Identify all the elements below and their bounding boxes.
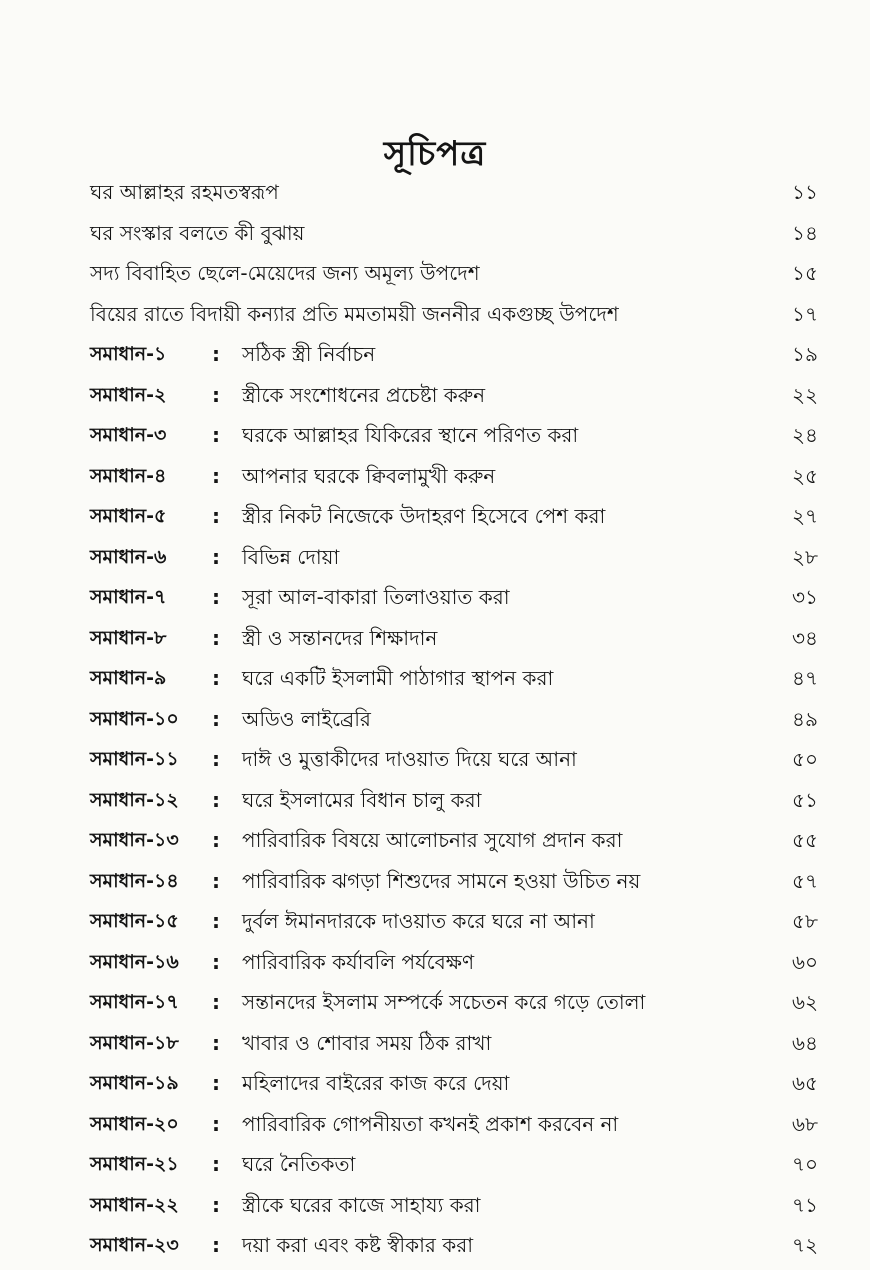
page-number: ৬৮ (792, 1111, 818, 1136)
solution-topic: খাবার ও শোবার সময় ঠিক রাখা (242, 1030, 492, 1055)
page-number: ১১ (792, 180, 818, 204)
solution-label: সমাধান-১৪ (90, 869, 179, 892)
solution-entry (90, 618, 830, 659)
solution-entry-list (90, 334, 830, 1266)
separator-colon: : (212, 423, 220, 447)
solution-label: সমাধান-১৩ (90, 829, 179, 851)
page-number: ৩১ (792, 585, 818, 609)
separator-colon: : (212, 868, 220, 893)
toc-entry (90, 294, 830, 335)
page-number: ৭১ (792, 1192, 818, 1217)
solution-topic: স্ত্রীর নিকট নিজেকে উদাহরণ হিসেবে পেশ করা (242, 504, 606, 528)
solution-entry (90, 456, 830, 497)
page-number: ২২ (791, 382, 818, 407)
separator-colon: : (212, 909, 220, 933)
solution-label: সমাধান-১৭ (90, 991, 179, 1013)
solution-topic: পারিবারিক কর্যাবলি পর্যবেক্ষণ (242, 949, 475, 974)
solution-label: সমাধান-৪ (90, 464, 167, 487)
solution-label: সমাধান-১০ (90, 707, 179, 730)
separator-colon: : (212, 1111, 220, 1136)
separator-colon: : (212, 747, 220, 771)
intro-entry-list (90, 172, 830, 334)
page-number: ৫৫ (792, 828, 818, 852)
solution-entry (90, 334, 830, 375)
solution-entry (90, 982, 830, 1023)
solution-label: সমাধান-১৮ (90, 1031, 179, 1054)
solution-topic: পারিবারিক গোপনীয়তা কখনই প্রকাশ করবেন না (242, 1111, 619, 1136)
solution-entry (90, 861, 830, 902)
solution-label: সমাধান-৬ (90, 545, 167, 568)
solution-entry (90, 1185, 830, 1226)
solution-entry (90, 375, 830, 416)
solution-topic: স্ত্রীকে ঘরের কাজে সাহায্য করা (242, 1192, 481, 1217)
solution-label: সমাধান-১৯ (90, 1072, 179, 1094)
solution-entry (90, 699, 830, 740)
solution-label: সমাধান-১৬ (90, 950, 179, 973)
solution-topic: অডিও লাইব্রেরি (242, 706, 371, 731)
solution-label: সমাধান-৭ (90, 586, 167, 608)
solution-topic: ঘরকে আল্লাহর যিকিরের স্থানে পরিণত করা (242, 423, 579, 447)
separator-colon: : (212, 585, 220, 609)
solution-label: সমাধান-১ (90, 343, 167, 365)
solution-label: সমাধান-২ (90, 383, 167, 406)
solution-label: সমাধান-২১ (90, 1153, 179, 1175)
solution-topic: স্ত্রীকে সংশোধনের প্রচেষ্টা করুন (242, 382, 486, 407)
solution-entry (90, 1023, 830, 1064)
solution-topic: মহিলাদের বাইরের কাজ করে দেয়া (242, 1071, 510, 1095)
solution-entry (90, 739, 830, 780)
page-title: সূচিপত্র (383, 134, 487, 174)
solution-entry (90, 1063, 830, 1104)
solution-topic: ঘরে একটি ইসলামী পাঠাগার স্থাপন করা (242, 666, 554, 690)
separator-colon: : (212, 787, 220, 812)
separator-colon: : (212, 382, 220, 407)
solution-topic: স্ত্রী ও সন্তানদের শিক্ষাদান (242, 625, 438, 650)
solution-label: সমাধান-১২ (90, 788, 179, 811)
separator-colon: : (212, 463, 220, 488)
page-number: ২৭ (791, 504, 818, 528)
page-number: ৫০ (792, 747, 818, 771)
page-number: ৬২ (791, 990, 818, 1014)
solution-entry (90, 820, 830, 861)
solution-label: সমাধান-২৩ (90, 1234, 179, 1256)
separator-colon: : (212, 990, 220, 1014)
entry-title: বিয়ের রাতে বিদায়ী কন্যার প্রতি মমতাময়ী জননীর একগুচ্ছ উপদেশ (90, 301, 619, 326)
separator-colon: : (212, 544, 220, 569)
solution-topic: পারিবারিক ঝগড়া শিশুদের সামনে হওয়া উচিত নয় (242, 868, 641, 893)
toc-entry (90, 172, 830, 213)
solution-entry (90, 537, 830, 578)
solution-topic: সঠিক স্ত্রী নির্বাচন (242, 342, 376, 366)
separator-colon: : (212, 666, 220, 690)
solution-entry (90, 1104, 830, 1145)
solution-label: সমাধান-১১ (90, 748, 179, 770)
solution-label: সমাধান-৯ (90, 667, 167, 689)
page-number: ২৮ (792, 544, 818, 569)
entry-title: ঘর আল্লাহর রহমতস্বরূপ (90, 180, 279, 204)
separator-colon: : (212, 625, 220, 650)
toc-entry (90, 253, 830, 294)
separator-colon: : (212, 706, 220, 731)
table-of-contents (90, 172, 830, 1266)
solution-topic: দাঈ ও মুত্তাকীদের দাওয়াত দিয়ে ঘরে আনা (242, 747, 577, 771)
page-number: ৪৯ (792, 706, 818, 731)
separator-colon: : (212, 828, 220, 852)
page-number: ৬৪ (792, 1030, 818, 1055)
page-number: ১৯ (792, 342, 818, 366)
solution-entry (90, 658, 830, 699)
page-number: ৫১ (792, 787, 818, 812)
solution-topic: ঘরে ইসলামের বিধান চালু করা (242, 787, 482, 812)
solution-label: সমাধান-১৫ (90, 910, 179, 932)
solution-topic: সন্তানদের ইসলাম সম্পর্কে সচেতন করে গড়ে তোলা (242, 990, 646, 1014)
page-number: ৫৭ (792, 868, 818, 893)
page-number: ৩৪ (792, 625, 818, 650)
solution-topic: দুর্বল ঈমানদারকে দাওয়াত করে ঘরে না আনা (242, 909, 595, 933)
page-number: ৬০ (791, 949, 818, 974)
solution-topic: দয়া করা এবং কষ্ট স্বীকার করা (242, 1233, 474, 1257)
solution-entry (90, 1144, 830, 1185)
solution-label: সমাধান-৫ (90, 505, 167, 527)
page-number: ১৫ (792, 261, 818, 285)
toc-entry (90, 213, 830, 254)
page-number: ৬৫ (792, 1071, 818, 1095)
separator-colon: : (212, 1233, 220, 1257)
entry-title: সদ্য বিবাহিত ছেলে-মেয়েদের জন্য অমূল্য উপদেশ (90, 261, 480, 285)
page-number: ১৭ (792, 301, 818, 326)
solution-topic: ঘরে নৈতিকতা (242, 1152, 356, 1176)
solution-topic: পারিবারিক বিষয়ে আলোচনার সুযোগ প্রদান করা (242, 828, 623, 852)
solution-entry (90, 496, 830, 537)
separator-colon: : (212, 1192, 220, 1217)
solution-entry (90, 577, 830, 618)
solution-label: সমাধান-২০ (90, 1112, 179, 1135)
separator-colon: : (212, 504, 220, 528)
solution-label: সমাধান-৩ (90, 424, 167, 446)
page-number: ২৪ (792, 423, 818, 447)
page-number: ৫৮ (792, 909, 818, 933)
solution-entry (90, 780, 830, 821)
entry-title: ঘর সংস্কার বলতে কী বুঝায় (90, 220, 305, 245)
solution-topic: সূরা আল-বাকারা তিলাওয়াত করা (242, 585, 510, 609)
page-number: ৪৭ (792, 666, 818, 690)
page-number: ২৫ (792, 463, 818, 488)
solution-entry (90, 415, 830, 456)
solution-topic: বিভিন্ন দোয়া (242, 544, 340, 569)
separator-colon: : (212, 1071, 220, 1095)
solution-entry (90, 942, 830, 983)
separator-colon: : (212, 1152, 220, 1176)
separator-colon: : (212, 1030, 220, 1055)
solution-entry (90, 1225, 830, 1266)
solution-topic: আপনার ঘরকে ক্বিবলামুখী করুন (242, 463, 496, 488)
separator-colon: : (212, 342, 220, 366)
page-number: ৭২ (791, 1233, 818, 1257)
page-number: ১৪ (792, 220, 818, 245)
solution-label: সমাধান-৮ (90, 626, 167, 649)
solution-entry (90, 901, 830, 942)
separator-colon: : (212, 949, 220, 974)
solution-label: সমাধান-২২ (90, 1193, 179, 1216)
page-number: ৭০ (791, 1152, 818, 1176)
